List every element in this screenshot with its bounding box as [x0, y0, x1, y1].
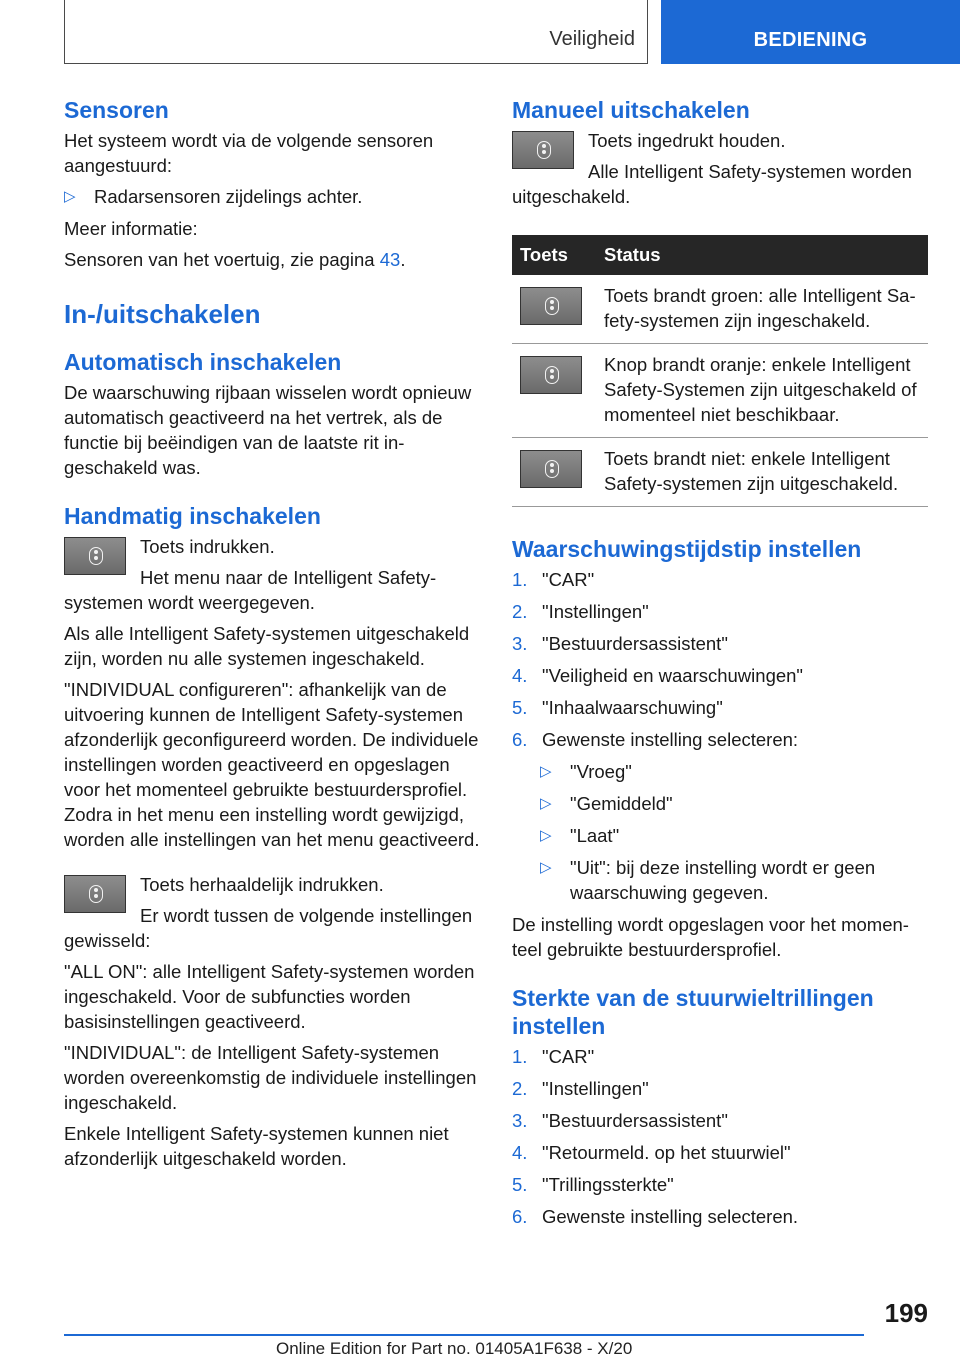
page-number: 199	[884, 1298, 928, 1328]
status-text: Toets brandt groen: alle Intelligent Safety-systemen zijn ingeschakeld.	[596, 275, 928, 344]
handmatig-p5: Enkele Intelligent Safety-systemen kunnen niet afzonderlijk uitgeschakeld worden.	[64, 1123, 449, 1169]
list-item: 1. "CAR"	[512, 569, 595, 590]
option-gemiddeld: ▷ "Gemiddeld"	[540, 791, 928, 816]
list-item: 3. "Bestuurdersassistent"	[512, 633, 728, 654]
page-link-43[interactable]: 43	[379, 249, 401, 270]
list-item: 5. "Trillingssterkte"	[512, 1174, 674, 1195]
table-header-toets: Toets	[512, 235, 596, 275]
table-header-status: Status	[596, 235, 928, 275]
handmatig-p4: "INDIVIDUAL": de Intelligent Safety-systemen worden overeenkomstig de individuele instellingen ingeschakeld.	[64, 1042, 477, 1113]
manueel-result: Alle Intelligent Safety-systemen worden uitgeschakeld.	[512, 161, 912, 207]
handmatig-step2-result: Er wordt tussen de volgende instellingen gewisseld:	[64, 905, 473, 951]
list-item: 2. "Instellingen"	[512, 1078, 649, 1099]
list-item: 2. "Instellingen"	[512, 601, 649, 622]
header-section-title: Veiligheid	[549, 28, 635, 50]
table-row	[512, 275, 928, 344]
status-text: Toets brandt niet: enkele Intelligent Safety-systemen zijn uitgeschakeld.	[596, 438, 928, 507]
list-item: 6. Gewenste instelling selecteren.	[512, 1206, 799, 1227]
table-row	[512, 344, 928, 438]
safety-icon	[545, 460, 559, 478]
status-table	[512, 235, 928, 507]
heading-sterkte-stuurwieltrillingen: Sterkte van de stuurwieltrillingen instellen	[512, 985, 874, 1039]
left-column	[64, 96, 480, 1177]
sensoren-more: Meer informatie:	[64, 218, 198, 239]
right-column	[512, 96, 928, 1236]
safety-icon	[89, 547, 103, 565]
sensoren-intro: Het systeem wordt via de volgende sensoren aangestuurd:	[64, 130, 434, 176]
handmatig-p2: "INDIVIDUAL configureren": afhankelijk van de uitvoering kunnen de Intelligent Safety-systemen afzonderlijk geconfigureerd worden. De individuele instellingen worden geactiveerd en opgeslagen voor het momenteel gebruikte bestuurdersprofiel. Zodra in het menu een instelling wordt gewijzigd, worden alle instellingen van het menu geactiveerd.	[64, 679, 480, 850]
handmatig-step2: Toets herhaaldelijk indrukken.	[140, 874, 384, 895]
heading-automatisch: Automatisch inschakelen	[64, 349, 342, 375]
option-vroeg: ▷ "Vroeg"	[540, 759, 928, 784]
heading-in-uitschakelen: In-/uitschakelen	[64, 299, 261, 329]
heading-manueel-uitschakelen: Manueel uitschakelen	[512, 97, 750, 123]
list-item: 1. "CAR"	[512, 1046, 595, 1067]
sensoren-bullet: ▷ Radarsensoren zijdelings achter.	[64, 184, 480, 209]
intelligent-safety-button-icon	[64, 537, 126, 575]
heading-handmatig: Handmatig inschakelen	[64, 503, 321, 529]
safety-button-green-icon	[520, 287, 582, 325]
handmatig-p3: "ALL ON": alle Intelligent Safety-systemen worden ingeschakeld. Voor de subfuncties worden basisinstellingen geactiveerd.	[64, 961, 475, 1032]
footer-edition: Online Edition for Part no. 01405A1F638 - X/20	[276, 1339, 633, 1358]
intelligent-safety-button-icon	[512, 131, 574, 169]
intelligent-safety-button-icon	[64, 875, 126, 913]
heading-sensoren: Sensoren	[64, 97, 169, 123]
status-text: Knop brandt oranje: enkele Intelligent Safety-Systemen zijn uitgeschakeld of momenteel niet beschikbaar.	[596, 344, 928, 438]
list-item: 3. "Bestuurdersassistent"	[512, 1110, 728, 1131]
safety-icon	[545, 366, 559, 384]
list-item: 5. "Inhaalwaarschuwing"	[512, 697, 723, 718]
list-item: 4. "Retourmeld. op het stuurwiel"	[512, 1142, 791, 1163]
safety-button-off-icon	[520, 450, 582, 488]
heading-waarschuwingstijdstip: Waarschuwingstijdstip instellen	[512, 536, 862, 562]
list-item: 6. Gewenste instelling selecteren:	[512, 729, 799, 750]
sensoren-reference: Sensoren van het voertuig, zie pagina 43.	[64, 249, 406, 270]
list-item: 4. "Veiligheid en waarschuwingen"	[512, 665, 803, 686]
handmatig-p1: Als alle Intelligent Safety-systemen uitgeschakeld zijn, worden nu alle systemen ingeschakeld.	[64, 623, 470, 669]
safety-icon	[89, 885, 103, 903]
manueel-step: Toets ingedrukt houden.	[588, 130, 786, 151]
automatisch-text: De waarschuwing rijbaan wisselen wordt opnieuw automatisch geactiveerd na het vertrek, als de functie bij beëindigen van de laatste rit ingeschakeld was.	[64, 382, 472, 478]
handmatig-step1-result: Het menu naar de Intelligent Safety-systemen wordt weergegeven.	[64, 567, 437, 613]
table-row	[512, 438, 928, 507]
handmatig-step1: Toets indrukken.	[140, 536, 275, 557]
option-uit: ▷ "Uit": bij deze instelling wordt er geen waarschuwing gegeven.	[540, 855, 928, 905]
header-chapter-tab[interactable]: BEDIENING	[661, 0, 960, 64]
safety-button-orange-icon	[520, 356, 582, 394]
warn-note: De instelling wordt opgeslagen voor het momenteel gebruikte bestuurdersprofiel.	[512, 914, 909, 960]
footer-divider	[64, 1334, 864, 1336]
safety-icon	[537, 141, 551, 159]
option-laat: ▷ "Laat"	[540, 823, 928, 848]
safety-icon	[545, 297, 559, 315]
